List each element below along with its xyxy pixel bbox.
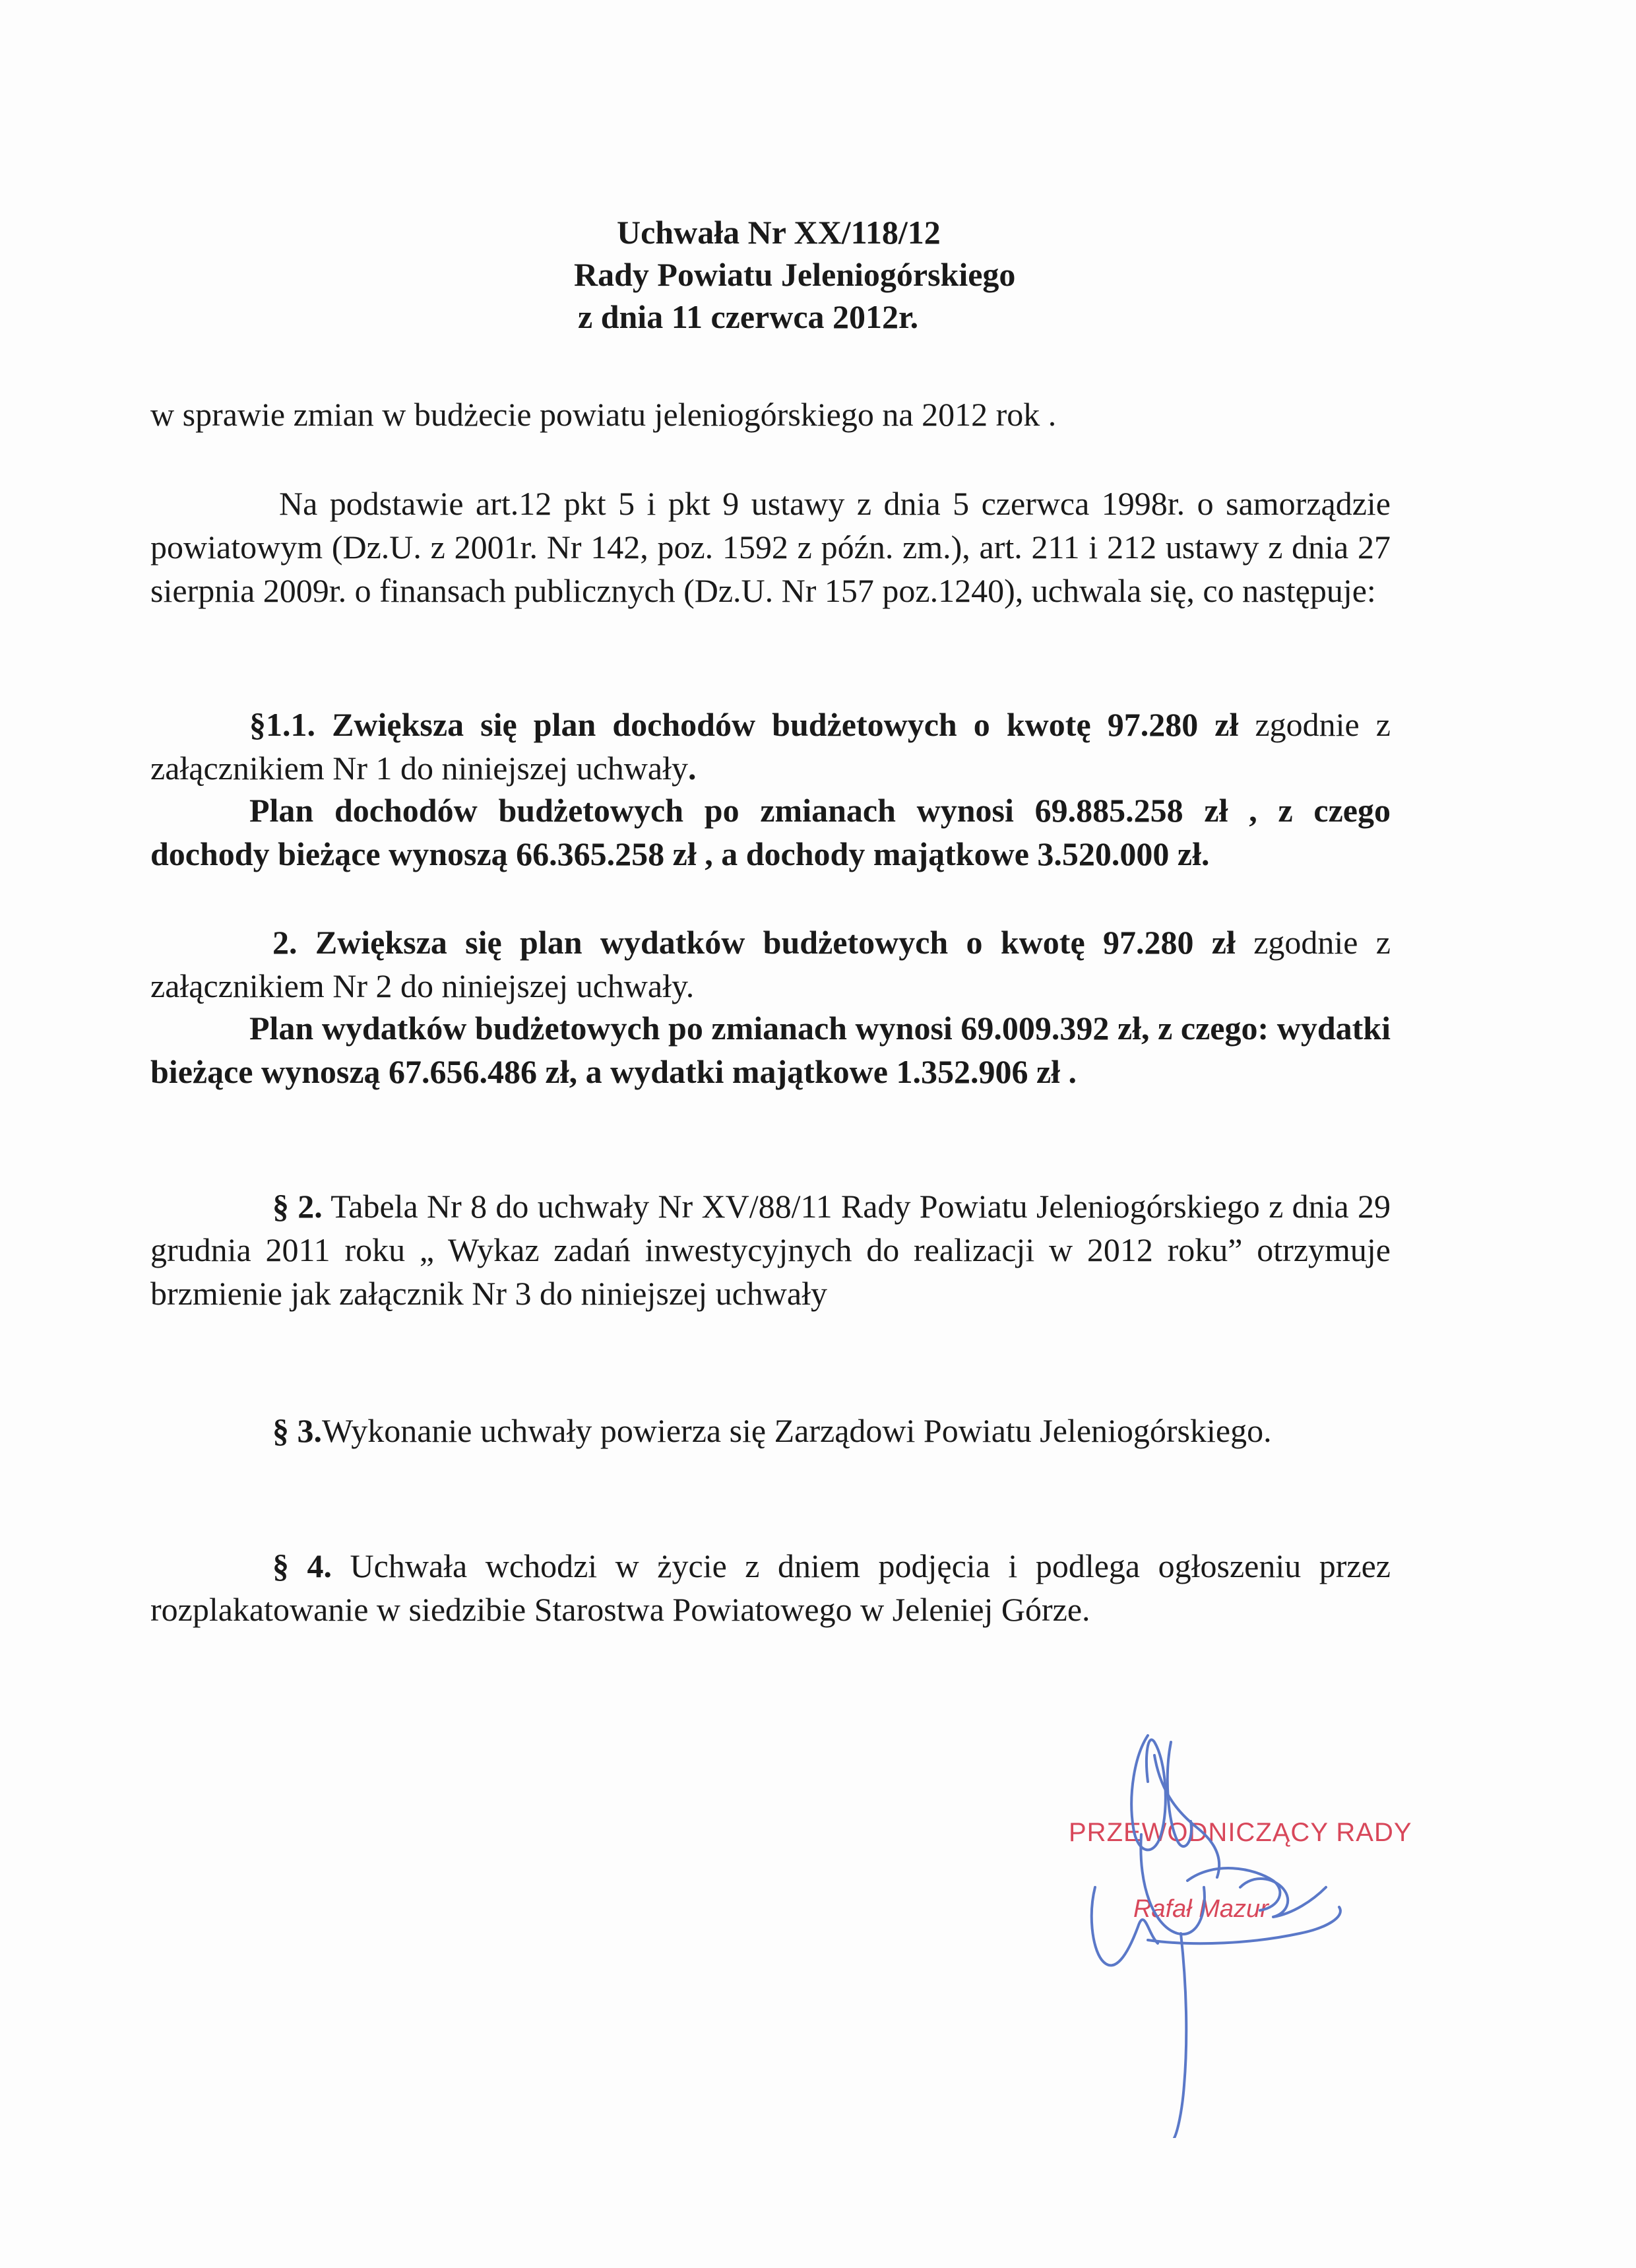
section-1-1-rest: zgodnie z załącznikiem Nr 1 do niniejszej uchwały	[150, 706, 1391, 787]
legal-basis-paragraph	[150, 482, 1391, 612]
title-council: Rady Powiatu Jeleniogórskiego	[574, 256, 1016, 293]
section-1-2-rest: zgodnie z załącznikiem Nr 2 do niniejszej uchwały.	[150, 924, 1391, 1004]
section-2-text: Tabela Nr 8 do uchwały Nr XV/88/11 Rady Powiatu Jeleniogórskiego z dnia 29 grudnia 2011 roku „ Wykaz zadań inwestycyjnych do realizacji w 2012 roku” otrzymuje brzmienie jak załącznik Nr 3 do niniejszej uchwały	[150, 1188, 1391, 1312]
section-1-1-rest-end: .	[687, 750, 697, 787]
resolution-title	[567, 211, 1015, 338]
section-3-text: Wykonanie uchwały powierza się Zarządowi Powiatu Jeleniogórskiego.	[322, 1412, 1272, 1449]
section-1-2-plan-text: Plan wydatków budżetowych po zmianach wynosi 69.009.392 zł, z czego: wydatki bieżące wynoszą 67.656.486 zł, a wydatki majątkowe 1.352.906 zł .	[150, 1010, 1391, 1090]
section-4-mark: § 4.	[272, 1547, 332, 1584]
section-4	[150, 1544, 1391, 1631]
stamp-title: PRZEWODNICZĄCY RADY	[1069, 1818, 1412, 1847]
section-1-1-lead: §1.1. Zwiększa się plan dochodów budżetowych o kwotę 97.280 zł	[249, 706, 1239, 743]
handwritten-signature	[1055, 1716, 1425, 2138]
section-1-1	[150, 703, 1391, 790]
section-1-1-plan-text: Plan dochodów budżetowych po zmianach wynosi 69.885.258 zł , z czego dochody bieżące wynoszą 66.365.258 zł , a dochody majątkowe 3.520.000 zł.	[150, 792, 1391, 872]
title-number: Uchwała Nr XX/118/12	[617, 214, 941, 251]
title-date: z dnia 11 czerwca 2012r.	[578, 298, 919, 335]
section-3-mark: § 3.	[272, 1412, 322, 1449]
section-1-2-lead: 2. Zwiększa się plan wydatków budżetowych o kwotę 97.280 zł	[272, 924, 1236, 961]
section-2-mark: § 2.	[272, 1188, 323, 1225]
section-4-text: Uchwała wchodzi w życie z dniem podjęcia i podlega ogłoszeniu przez rozplakatowanie w siedzibie Starostwa Powiatowego w Jeleniej Górze.	[150, 1547, 1391, 1628]
section-2	[150, 1184, 1391, 1315]
section-1-2-plan	[150, 1006, 1391, 1093]
chairman-stamp	[1055, 1716, 1425, 2138]
section-1-2	[150, 921, 1391, 1008]
resolution-subject: w sprawie zmian w budżecie powiatu jeleniogórskiego na 2012 rok .	[150, 396, 1057, 433]
section-3	[150, 1409, 1391, 1452]
stamp-name: Rafał Mazur	[1133, 1895, 1269, 1923]
section-1-1-plan	[150, 789, 1391, 876]
legal-basis-text: Na podstawie art.12 pkt 5 i pkt 9 ustawy z dnia 5 czerwca 1998r. o samorządzie powiatowym (Dz.U. z 2001r. Nr 142, poz. 1592 z późn. zm.), art. 211 i 212 ustawy z dnia 27 sierpnia 2009r. o finansach publicznych (Dz.U. Nr 157 poz.1240), uchwala się, co następuje:	[150, 485, 1391, 609]
